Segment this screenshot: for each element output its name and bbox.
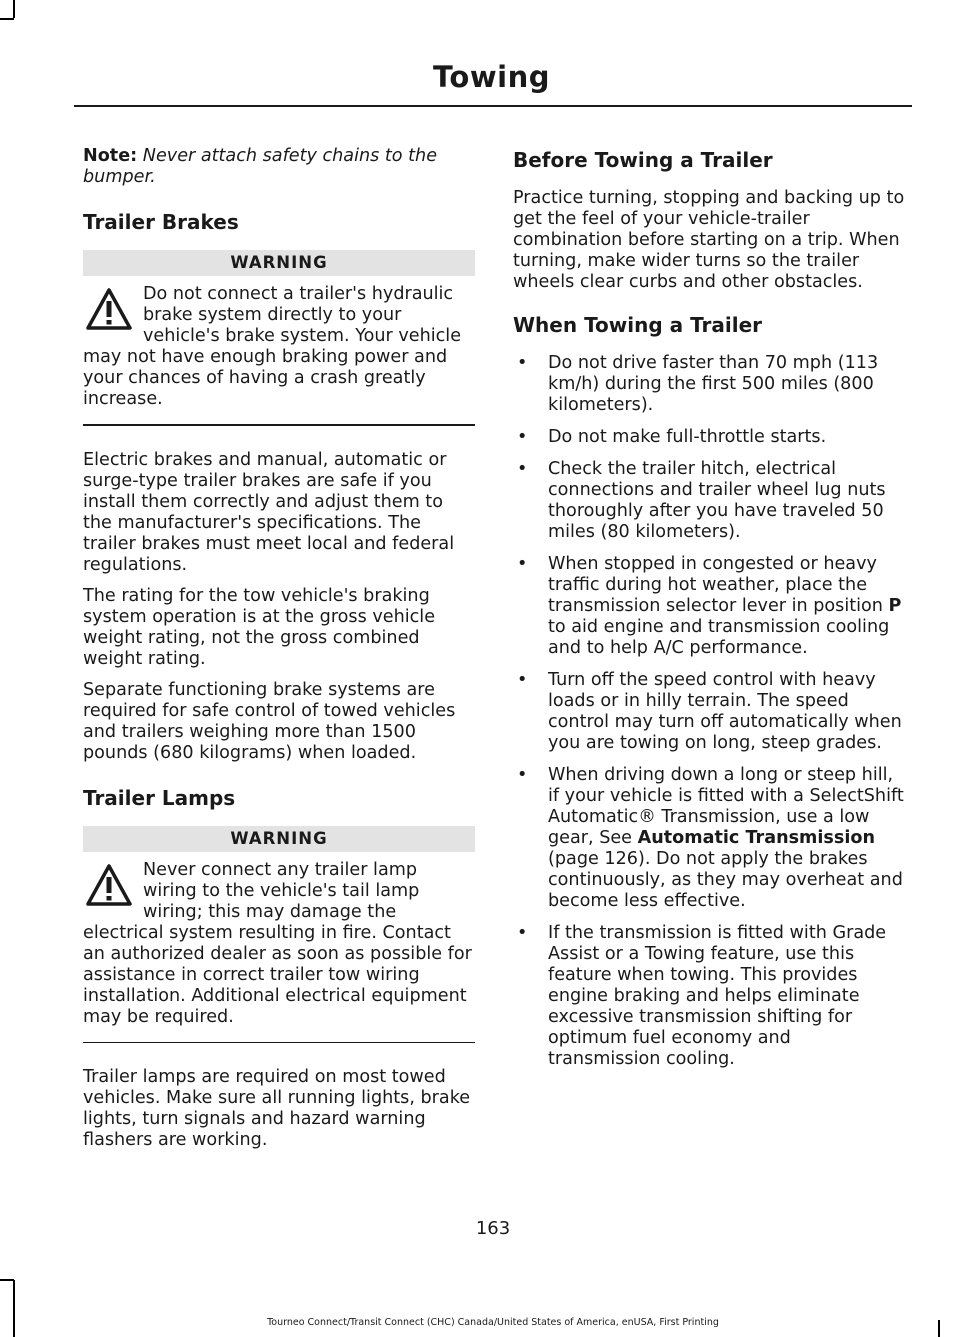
- crop-mark-top-left-v: [13, 0, 15, 18]
- warning-box-lamps: [83, 826, 475, 1044]
- warning-triangle-icon: [85, 287, 133, 331]
- footer-text: Tourneo Connect/Transit Connect (CHC) Canada/United States of America, enUSA, First Printing: [267, 1317, 719, 1328]
- bullet: •: [517, 554, 528, 574]
- header-rule: [74, 105, 912, 107]
- warning-text: Never connect any trailer lamp wiring to the vehicle's tail lamp wiring; this may damage the electrical system resulting in fire. Contact an authorized dealer as soon as possible for assistance in correct trailer tow wiring installation. Additional electrical equipment may be required.: [83, 859, 472, 1027]
- bullet: •: [517, 765, 528, 785]
- paragraph-separate-brakes: Separate functioning brake systems are required for safe control of towed vehicles and trailers weighing more than 1500 pounds (680 kilograms) when loaded.: [83, 679, 456, 763]
- heading-when-towing: When Towing a Trailer: [513, 313, 763, 337]
- bullet: •: [517, 670, 528, 690]
- gear-position-p: P: [888, 596, 902, 616]
- paragraph-before-towing: Practice turning, stopping and backing up to get the feel of your vehicle-trailer combination before starting on a trip. When turning, make wider turns so the trailer wheels clear curbs and other obstacles.: [513, 188, 905, 292]
- page-title: Towing: [433, 60, 550, 94]
- note-text: Never attach safety chains to the bumper.: [83, 146, 438, 187]
- left-column: [83, 146, 475, 1161]
- heading-trailer-brakes: Trailer Brakes: [83, 210, 239, 234]
- list-item-text: When driving down a long or steep hill, if your vehicle is fitted with a SelectShift Automatic® Transmission, use a low gear, See: [548, 765, 904, 848]
- paragraph-braking-rating: The rating for the tow vehicle's braking system operation is at the gross vehicle weight rating, not the gross combined weight rating.: [83, 585, 436, 669]
- list-item-text: If the transmission is fitted with Grade Assist or a Towing feature, use this feature when towing. This provides engine braking and helps eliminate excessive transmission shifting for optimum fuel economy and transmission cooling.: [548, 923, 887, 1069]
- warning-text: Do not connect a trailer's hydraulic brake system directly to your vehicle's brake system. Your vehicle may not have enough braking power and your chances of having a crash greatly increase.: [83, 284, 462, 409]
- crop-mark-bottom-left-v: [13, 1280, 15, 1337]
- heading-trailer-lamps: Trailer Lamps: [83, 785, 236, 810]
- crop-mark-top-left-h: [0, 18, 14, 20]
- list-item: [513, 554, 908, 659]
- warning-label: WARNING: [83, 826, 475, 852]
- heading-before-towing: Before Towing a Trailer: [513, 148, 773, 172]
- cross-reference-link[interactable]: Automatic Transmission: [637, 828, 876, 848]
- warning-rule: [83, 1042, 475, 1044]
- list-item: [513, 765, 908, 912]
- note: [83, 146, 475, 188]
- list-item: [513, 427, 908, 448]
- warning-label: WARNING: [83, 250, 475, 276]
- page-reference: (page 126).: [548, 849, 651, 869]
- list-item: [513, 353, 908, 416]
- warning-body: [83, 860, 475, 1028]
- list-item: [513, 923, 908, 1070]
- list-item-text: to aid engine and transmission cooling and to help A/C performance.: [548, 617, 890, 658]
- warning-rule: [83, 424, 475, 426]
- page-number: 163: [475, 1218, 511, 1239]
- warning-box-brakes: [83, 250, 475, 426]
- note-label: Note:: [83, 146, 138, 166]
- list-item-text: When stopped in congested or heavy traffic during hot weather, place the transmission selector lever in position: [548, 554, 883, 616]
- warning-triangle-icon: [85, 863, 133, 907]
- bullet: •: [517, 427, 528, 447]
- paragraph-electric-brakes: Electric brakes and manual, automatic or surge-type trailer brakes are safe if you install them correctly and adjust them to the manufacturer's specifications. The trailer brakes must meet local and federal regulations.: [83, 449, 455, 575]
- warning-body: [83, 284, 475, 410]
- towing-tips-list: [513, 353, 908, 1070]
- bullet: •: [517, 459, 528, 479]
- list-item-text: Check the trailer hitch, electrical connections and trailer wheel lug nuts thoroughly after you have traveled 50 miles (80 kilometers).: [548, 459, 886, 542]
- list-item: [513, 670, 908, 754]
- list-item-text: Do not drive faster than 70 mph (113 km/h) during the first 500 miles (800 kilometers).: [548, 353, 879, 415]
- paragraph-trailer-lamps: Trailer lamps are required on most towed vehicles. Make sure all running lights, brake lights, turn signals and hazard warning flashers are working.: [83, 1067, 471, 1150]
- list-item-text: Do not make full-throttle starts.: [548, 427, 827, 447]
- bullet: •: [517, 923, 528, 943]
- list-item: [513, 459, 908, 543]
- crop-mark-bottom-left-h: [0, 1279, 14, 1281]
- bullet: •: [517, 353, 528, 373]
- right-column: [513, 146, 908, 1081]
- list-item-text: Do not apply the brakes continuously, as they may overheat and become less effective.: [548, 849, 903, 911]
- list-item-text: Turn off the speed control with heavy loads or in hilly terrain. The speed control may turn off automatically when you are towing on long, steep grades.: [548, 670, 902, 753]
